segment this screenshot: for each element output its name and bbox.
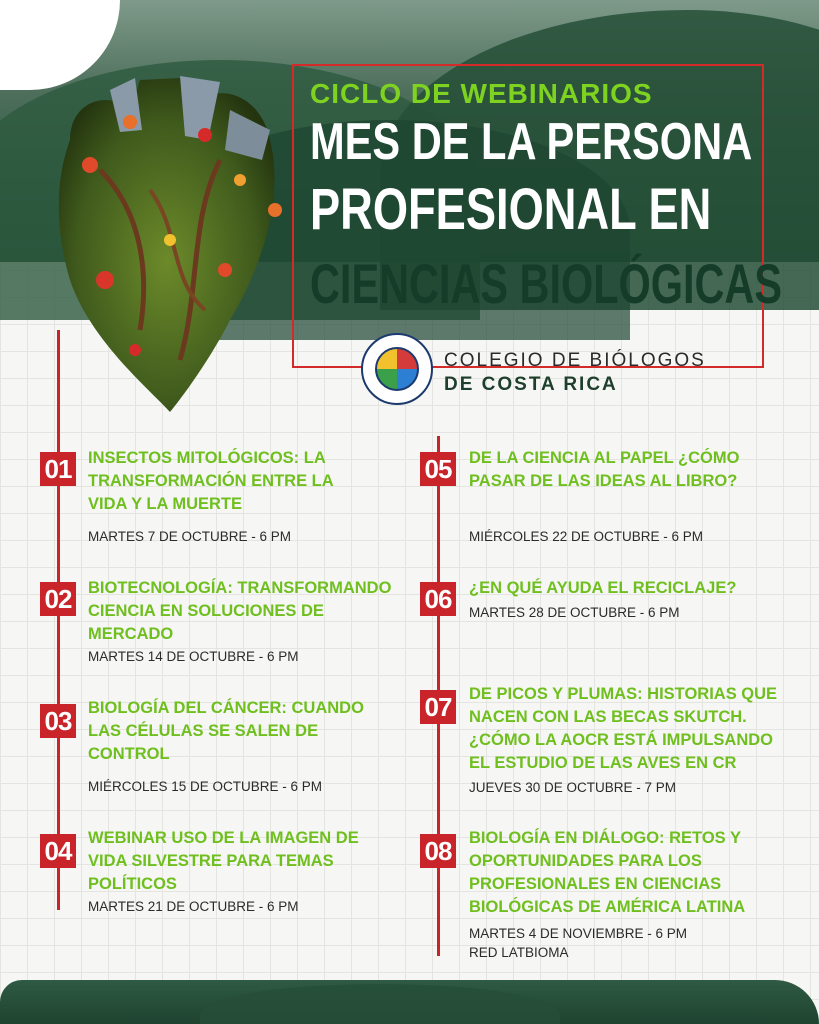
webinar-date: MARTES 7 DE OCTUBRE - 6 PM	[88, 529, 292, 544]
webinar-title: DE PICOS Y PLUMAS: HISTORIAS QUE NACEN CON LAS BECAS SKUTCH. ¿CÓMO LA AOCR ESTÁ IMPULSANDO EL ESTUDIO DE LAS AVES EN CR	[469, 685, 778, 772]
webinar-date: MIÉRCOLES 22 DE OCTUBRE - 6 PM	[469, 529, 704, 544]
series-kicker: CICLO DE WEBINARIOS	[310, 78, 653, 109]
moss-heart-illustration	[30, 70, 300, 420]
footer-forest-band	[0, 980, 819, 1024]
webinar-title: WEBINAR USO DE LA IMAGEN DE VIDA SILVESTRE PARA TEMAS POLÍTICOS	[88, 829, 359, 893]
webinar-date: MIÉRCOLES 15 DE OCTUBRE - 6 PM	[88, 779, 323, 794]
webinar-number: 05	[420, 452, 456, 486]
webinar-title: BIOTECNOLOGÍA: TRANSFORMANDO CIENCIA EN SOLUCIONES DE MERCADO	[88, 579, 392, 643]
webinar-number: 08	[420, 834, 456, 868]
webinar-date: JUEVES 30 DE OCTUBRE - 7 PM	[469, 780, 677, 795]
webinar-number: 07	[420, 690, 456, 724]
webinar-organizer: RED LATBIOMA	[469, 945, 569, 960]
webinar-title: ¿EN QUÉ AYUDA EL RECICLAJE?	[469, 579, 737, 597]
timeline-line-left	[57, 330, 60, 910]
webinar-title: BIOLOGÍA EN DIÁLOGO: RETOS Y OPORTUNIDADES PARA LOS PROFESIONALES EN CIENCIAS BIOLÓGICAS DE AMÉRICA LATINA	[469, 829, 746, 916]
webinar-number: 04	[40, 834, 76, 868]
webinar-number: 03	[40, 704, 76, 738]
webinar-title: BIOLOGÍA DEL CÁNCER: CUANDO LAS CÉLULAS SE SALEN DE CONTROL	[88, 699, 364, 763]
webinar-date: MARTES 28 DE OCTUBRE - 6 PM	[469, 605, 680, 620]
organization-name-line2: DE COSTA RICA	[444, 374, 618, 395]
webinar-number: 06	[420, 582, 456, 616]
page-title-line2: PROFESIONAL EN	[310, 177, 712, 242]
webinar-number: 02	[40, 582, 76, 616]
webinar-date: MARTES 4 DE NOVIEMBRE - 6 PM	[469, 926, 688, 941]
organization-name-line1: COLEGIO DE BIÓLOGOS	[444, 350, 706, 371]
webinar-date: MARTES 21 DE OCTUBRE - 6 PM	[88, 899, 299, 914]
page-title-line1: MES DE LA PERSONA	[310, 113, 753, 171]
webinar-date: MARTES 14 DE OCTUBRE - 6 PM	[88, 649, 299, 664]
webinar-title: INSECTOS MITOLÓGICOS: LA TRANSFORMACIÓN ENTRE LA VIDA Y LA MUERTE	[88, 449, 334, 513]
organization-seal-icon	[361, 333, 433, 405]
webinar-number: 01	[40, 452, 76, 486]
webinar-title: DE LA CIENCIA AL PAPEL ¿CÓMO PASAR DE LAS IDEAS AL LIBRO?	[469, 449, 740, 490]
page-title-line3: CIENCIAS BIOLÓGICAS	[310, 252, 782, 315]
